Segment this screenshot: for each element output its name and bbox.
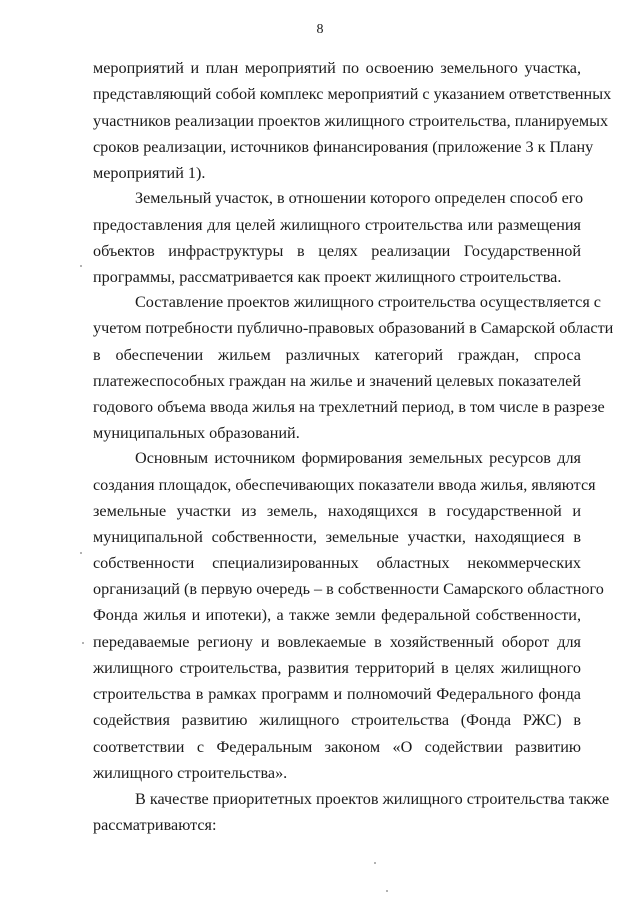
scan-speck	[80, 552, 82, 554]
paragraph-1-line-1: мероприятий и план мероприятий по освоению земельного участка,	[93, 59, 581, 77]
paragraph-4-line-6: организаций (в первую очередь – в собственности Самарского областного	[93, 580, 604, 598]
paragraph-2-line-3: объектов инфраструктуры в целях реализации Государственной	[93, 242, 581, 260]
paragraph-3-line-3: в обеспечении жильем различных категорий граждан, спроса	[93, 346, 581, 364]
paragraph-1-line-4: сроков реализации, источников финансирования (приложение 3 к Плану	[93, 138, 594, 156]
paragraph-4-line-12: соответствии с Федеральным законом «О содействии развитию	[93, 738, 581, 756]
paragraph-3-line-1: Составление проектов жилищного строительства осуществляется с	[135, 293, 601, 311]
paragraph-3-line-4: платежеспособных граждан на жилье и значений целевых показателей	[93, 372, 581, 390]
scan-speck	[386, 890, 388, 892]
paragraph-1-line-3: участников реализации проектов жилищного строительства, планируемых	[93, 112, 609, 130]
paragraph-4-line-3: земельные участки из земель, находящихся в государственной и	[93, 502, 581, 520]
scan-speck	[82, 642, 84, 644]
paragraph-4-line-10: строительства в рамках программ и полномочий Федерального фонда	[93, 685, 581, 703]
scan-speck	[80, 265, 82, 267]
paragraph-3-line-2: учетом потребности публично-правовых образований в Самарской области	[93, 319, 614, 337]
paragraph-4-line-8: передаваемые региону и вовлекаемые в хозяйственный оборот для	[93, 633, 581, 651]
paragraph-4-line-13: жилищного строительства».	[93, 764, 288, 782]
paragraph-5-line-1: В качестве приоритетных проектов жилищного строительства также	[135, 790, 610, 808]
paragraph-4-line-11: содействия развитию жилищного строительства (Фонда РЖС) в	[93, 711, 581, 729]
paragraph-4-line-2: создания площадок, обеспечивающих показатели ввода жилья, являются	[93, 476, 596, 494]
paragraph-2-line-1: Земельный участок, в отношении которого определен способ его	[135, 189, 584, 207]
paragraph-3-line-5: годового объема ввода жилья на трехлетний период, в том числе в разрезе	[93, 398, 605, 416]
paragraph-2-line-2: предоставления для целей жилищного строительства или размещения	[93, 216, 581, 234]
paragraph-1-line-2: представляющий собой комплекс мероприятий с указанием ответственных	[93, 85, 612, 103]
paragraph-4-line-1: Основным источником формирования земельных ресурсов для	[135, 449, 581, 467]
paragraph-1-line-5: мероприятий 1).	[93, 164, 206, 182]
paragraph-3-line-6: муниципальных образований.	[93, 424, 300, 442]
paragraph-4-line-5: собственности специализированных областных некоммерческих	[93, 554, 581, 572]
page-number: 8	[316, 22, 324, 37]
paragraph-4-line-7: Фонда жилья и ипотеки), а также земли федеральной собственности,	[93, 606, 581, 624]
paragraph-4-line-4: муниципальной собственности, земельные участки, находящиеся в	[93, 528, 581, 546]
paragraph-2-line-4: программы, рассматривается как проект жилищного строительства.	[93, 268, 562, 286]
paragraph-4-line-9: жилищного строительства, развития территорий в целях жилищного	[93, 659, 581, 677]
scan-speck	[374, 862, 376, 864]
paragraph-5-line-2: рассматриваются:	[93, 816, 217, 834]
